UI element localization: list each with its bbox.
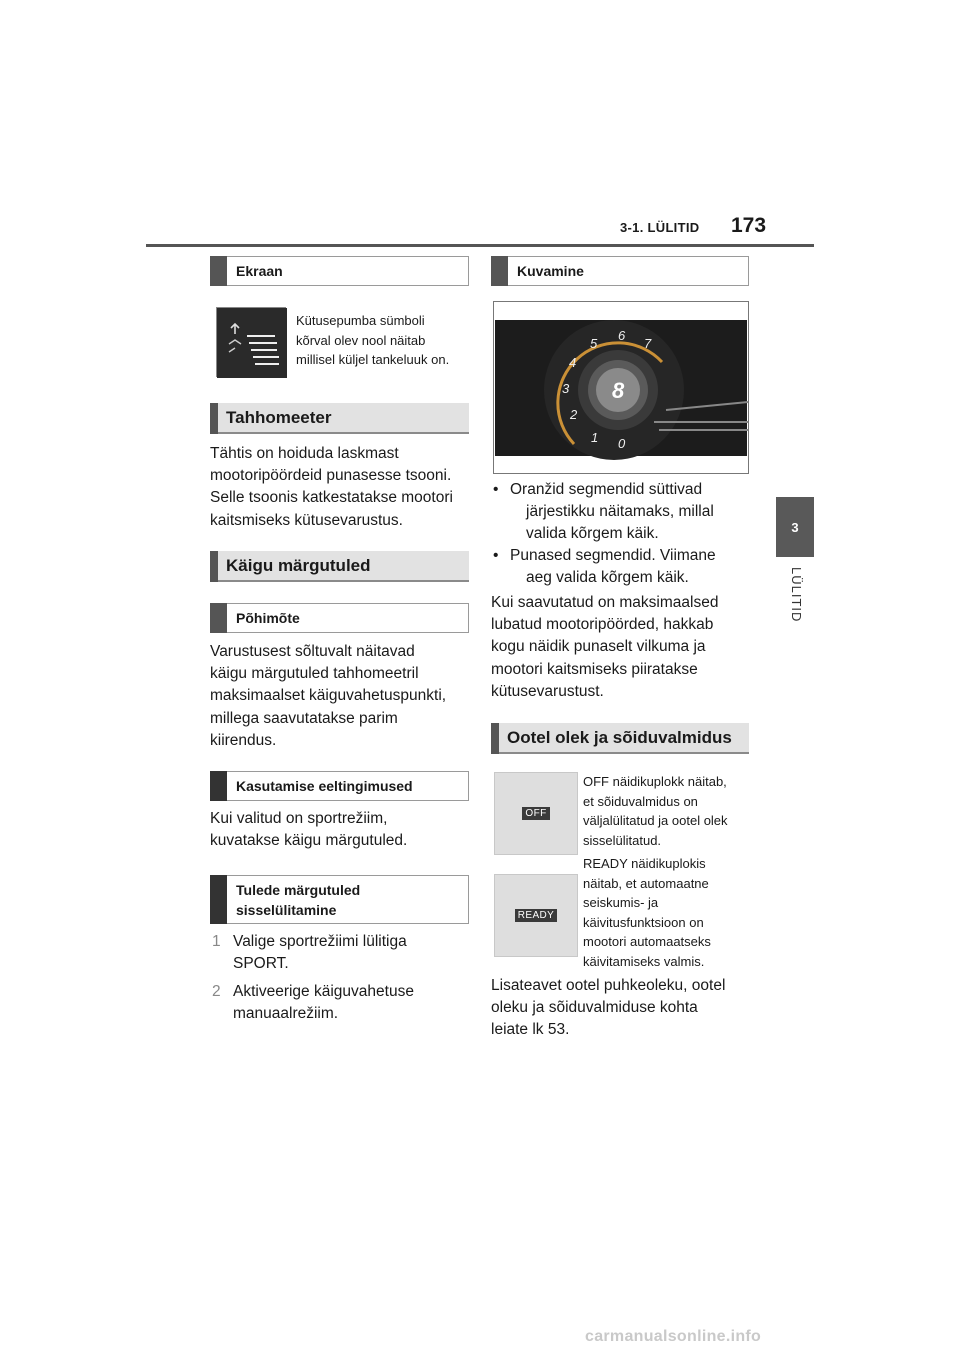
heading-ootel-olek: Ootel olek ja sõiduvalmidus — [491, 723, 749, 754]
off-indicator-image — [494, 772, 578, 855]
lisateave-paragraph: Lisateavet ootel puhkeoleku, ootel oleku ja sõiduvalmiduse kohta leiate lk 53. — [491, 977, 726, 1039]
off-caption: OFF näidikuplokk näitab, et sõiduvalmidus on väljalülitatud ja ootel olek sisselülitatud. — [583, 774, 728, 848]
step-number: 2 — [212, 983, 221, 1000]
bullet-dot: • — [493, 547, 499, 564]
heading-pohimote: Põhimõte — [210, 603, 469, 633]
dial-number: 2 — [570, 407, 578, 422]
pohimote-paragraph: Varustusest sõltuvalt näitavad käigu märgutuled tahhomeetril maksimaalset käiguvahetuspunkti, millega saavutatakse parim kiirendus. — [210, 643, 447, 749]
tahhomeeter-paragraph: Tähtis on hoiduda laskmast mootoripöördeid punasesse tsooni. Selle tsoonis katkestatakse mootori kaitsmiseks kütusevarustus. — [210, 445, 453, 529]
heading-tulede-margutuled: Tulede märgutuled sisselülitamine — [210, 875, 469, 924]
page-number: 173 — [731, 214, 767, 237]
ready-indicator-image — [494, 874, 578, 957]
fuel-gauge-icon — [217, 308, 287, 378]
chapter-number: 3 — [791, 519, 799, 535]
step-number: 1 — [212, 933, 221, 950]
heading-ekraan: Ekraan — [210, 256, 469, 286]
tachometer-gauge-icon — [494, 302, 748, 473]
dial-number: 7 — [644, 336, 652, 351]
heading-kaigu-margutuled: Käigu märgutuled — [210, 551, 469, 582]
heading-kuvamine: Kuvamine — [491, 256, 749, 286]
bullet-dot: • — [493, 481, 499, 498]
watermark: carmanualsonline.info — [585, 1328, 762, 1345]
chapter-label: LÜLITID — [789, 567, 804, 623]
dial-number: 4 — [569, 355, 577, 370]
bullet-text: Oranžid segmendid süttivad järjestikku näitamaks, millal valida kõrgem käik. — [510, 481, 714, 543]
heading-tahhomeeter: Tahhomeeter — [210, 403, 469, 434]
gear-indicator: 8 — [612, 378, 625, 403]
max-rpm-paragraph: Kui saavutatud on maksimaalsed lubatud mootoripöörded, hakkab kogu näidik punaselt vilkuma ja mootori kaitsmiseks piiratakse kütusevarustust. — [491, 594, 719, 700]
ready-label: READY — [515, 909, 557, 922]
dial-number: 5 — [590, 336, 598, 351]
dial-number: 3 — [562, 381, 570, 396]
off-label: OFF — [522, 807, 549, 820]
step-text: Aktiveerige käiguvahetuse manuaalrežiim. — [233, 983, 414, 1023]
ready-caption: READY näidikuplokis näitab, et automaatne seiskumis- ja käivitusfunktsioon on mootori automaatseks käivitamiseks valmis. — [583, 856, 711, 969]
tachometer-image — [493, 301, 749, 474]
fuel-caption: Kütusepumba sümboli kõrval olev nool näitab millisel küljel tankeluuk on. — [296, 313, 450, 367]
kasutamise-paragraph: Kui valitud on sportrežiim, kuvatakse käigu märgutuled. — [210, 810, 408, 850]
chapter-tab — [776, 497, 814, 557]
fuel-display-image — [216, 307, 286, 377]
heading-kasutamise-eeltingimused: Kasutamise eeltingimused — [210, 771, 469, 801]
step-text: Valige sportrežiimi lülitiga SPORT. — [233, 933, 407, 973]
section-title: 3-1. LÜLITID — [620, 220, 700, 235]
header-divider — [146, 244, 814, 247]
bullet-text: Punased segmendid. Viimane aeg valida kõrgem käik. — [510, 547, 716, 587]
dial-number: 6 — [618, 328, 626, 343]
dial-number: 1 — [591, 430, 599, 445]
dial-number: 0 — [618, 436, 626, 451]
